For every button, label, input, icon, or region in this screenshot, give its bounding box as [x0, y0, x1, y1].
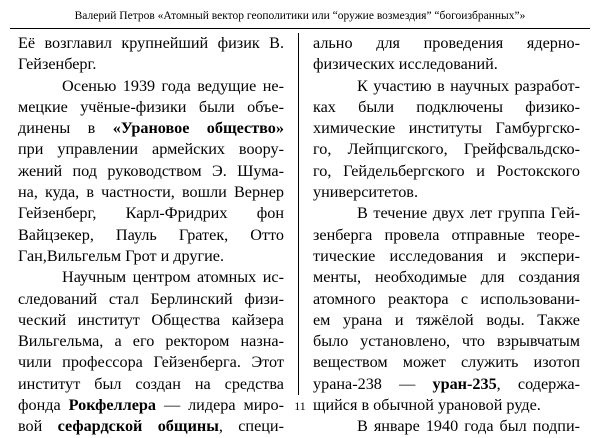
right-column-line: В течение двух лет группа Гей- [357, 204, 580, 223]
right-column-line: тические исследования и экспери- [313, 246, 580, 265]
text-run: фонда [18, 396, 69, 415]
left-column-line: институт был создан на средства [18, 374, 284, 393]
right-column-line: веществом может служить изотоп [313, 353, 580, 372]
right-column-line: физических исследований. [313, 55, 498, 74]
right-column-line: К участию в научных разработ- [357, 76, 580, 95]
left-column-line: мецкие учёные-физики были объе- [18, 97, 284, 116]
left-column-line: Вильгельма, а его ректором назна- [18, 332, 284, 351]
right-column-line: университетов. [313, 183, 418, 202]
left-column-line: Гейзенберг. [18, 55, 97, 74]
left-column-line [18, 416, 284, 437]
left-column-line: Её возглавил крупнейший физик В. [18, 34, 284, 52]
right-column-line: го, Лейпцигского, Грейфсвальдско- [313, 140, 580, 159]
right-column-line [313, 374, 580, 395]
header-rule [10, 28, 590, 29]
bold-term: «Урановое общество» [112, 119, 284, 138]
left-column-line [18, 118, 284, 139]
right-text-column [313, 33, 580, 438]
left-column-line: чили профессора Гейзенберга. Этот [18, 353, 284, 372]
right-column-line: химические институты Гамбургско- [313, 119, 580, 138]
text-run: динены в [18, 119, 113, 138]
right-column-line: менты, необходимые для создания [313, 268, 580, 287]
page-number: 11 [294, 399, 306, 413]
bold-term: Рокфеллера [68, 396, 156, 415]
left-text-column [18, 33, 284, 438]
right-column-line: В январе 1940 года был подпи- [357, 417, 580, 436]
text-run: — лидера миро- [155, 396, 284, 415]
left-column-line: Осенью 1939 года ведущие не- [62, 76, 284, 95]
left-column-line: Вайцзекер, Пауль Гратек, Отто [18, 225, 284, 244]
text-run: , содержа- [496, 374, 580, 393]
left-column-line: Научным центром атомных ис- [62, 268, 284, 287]
text-run: урана-238 — [313, 374, 433, 393]
left-column-line: ческий институт Общества кайзера [18, 310, 284, 329]
text-run: вой [18, 417, 58, 436]
right-column-line: зенберга провела отправные теоре- [313, 225, 580, 244]
left-column-line: при управлении армейских воору- [18, 140, 284, 159]
right-column-line: ально для проведения ядерно- [313, 34, 580, 52]
left-column-line: на, куда, в частности, вошли Вернер [18, 183, 284, 202]
right-column-line: ем урана и тяжёлой воды. Также [313, 310, 580, 329]
right-column-line: атомного реактора с использовани- [313, 289, 580, 308]
bold-term: уран-235 [432, 374, 497, 393]
bold-term: сефардской общины [57, 417, 219, 436]
right-column-line: ках были подключены физико- [313, 97, 580, 116]
running-header: Валерий Петров «Атомный вектор геополитики или “оружие возмездия” “богоизбранных”» [74, 10, 526, 22]
left-column-line: жений под руководством Э. Шума- [18, 161, 284, 180]
left-column-line: следований стал Берлинский физи- [18, 289, 284, 308]
text-run: , специ- [218, 417, 284, 436]
right-column-line: было установлено, что взрывчатым [313, 332, 580, 351]
left-column-line: Ган,Вильгельм Грот и другие. [18, 246, 225, 265]
right-column-line: го, Гейдельбергского и Ростокского [313, 161, 580, 180]
column-divider [298, 33, 299, 395]
left-column-line: Гейзенберг, Карл-Фридрих фон [18, 204, 284, 223]
right-column-line: щийся в обычной урановой руде. [313, 396, 541, 415]
